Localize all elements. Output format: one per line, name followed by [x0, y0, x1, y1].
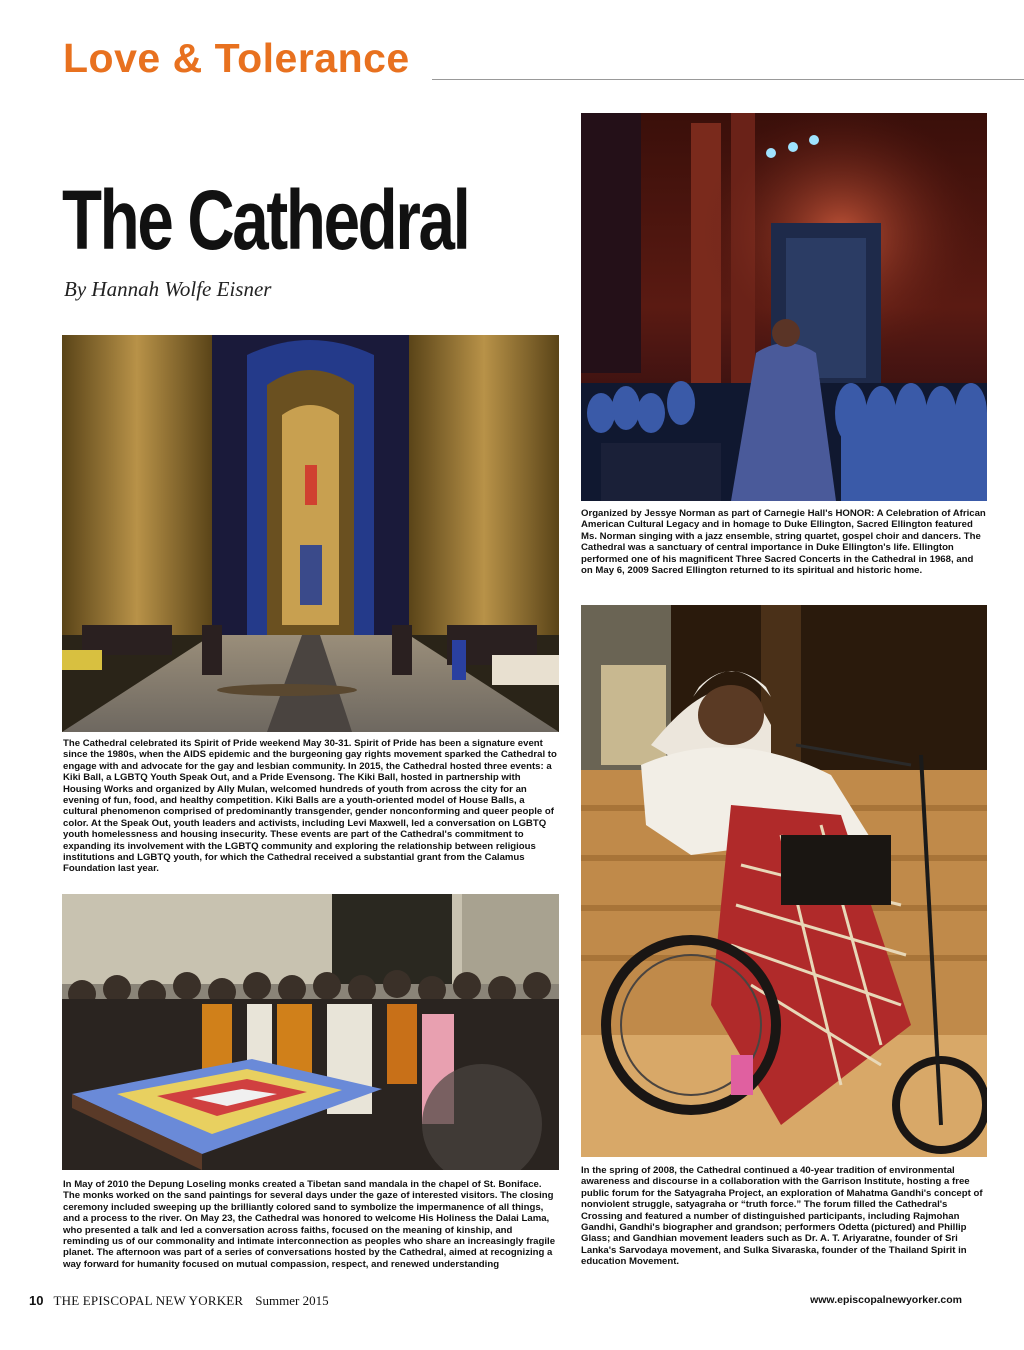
byline: By Hannah Wolfe Eisner — [64, 277, 272, 301]
caption-satyagraha: In the spring of 2008, the Cathedral continued a 40-year tradition of environmental awareness and discourse in a collaboration with the Garrison Institute, hosting a free public forum for the Satyagraha Project, an exploration of Mahatma Gandhi's concept of nonviolent struggle, satyagraha or “truth force.” The forum filled the Cathedral's Crossing and featured a number of distinguished participants, including Rajmohan Gandhi, Gandhi's biographer and grandson; performers Odetta (pictured) and Phillip Glass; and Gandhian movement leaders such as Dr. A. T. Ariyaratne, founder of Sri Lanka's Sarvodaya movement, and Sulka Sivaraska, founder of the Thailand Spirit in education Movement. — [581, 1165, 983, 1268]
page-number: 10 — [29, 1293, 44, 1308]
publication-name: THE EPISCOPAL NEW YORKER — [53, 1293, 244, 1308]
caption-sacred-ellington: Organized by Jessye Norman as part of Carnegie Hall's HONOR: A Celebration of African American Cultural Legacy and in homage to Duke Ellington, Sacred Ellington featured Ms. Norman singing with a jazz ensemble, string quartet, gospel choir and dancers. The Cathedral was a sanctuary of central importance in Duke Ellington's life. Ellington performed one of his magnificent Three Sacred Concerts in the Cathedral in 1968, and on May 6, 2009 Sacred Ellington returned to its spiritual and historic home. — [581, 508, 986, 577]
headline: The Cathedral — [62, 173, 469, 267]
caption-sand-mandala: In May of 2010 the Depung Loseling monks created a Tibetan sand mandala in the chapel of St. Boniface. The monks worked on the sand paintings for several days under the gaze of interested visitors. The closing ceremony included sweeping up the brilliantly colored sand to symbolize the impermanence of all things, and a process to the river. On May 23, the Cathedral was honored to welcome His Holiness the Dalai Lama, who presented a talk and led a conversation across faiths, focused on the meaning of kinship, and reminding us of our commonality and intimate interconnection as peoples who share an increasingly fragile planet. The afternoon was part of a series of conversations hosted by the Cathedral, aimed at recognizing a way forward for humanity focused on mutual compassion, respect, and renewed understanding — [63, 1179, 556, 1270]
photo-cathedral-nave — [62, 335, 559, 732]
issue-date: Summer 2015 — [255, 1293, 329, 1308]
photo-odetta — [581, 605, 987, 1157]
header-rule — [432, 79, 1024, 80]
photo-sacred-ellington — [581, 113, 987, 501]
section-title: Love & Tolerance — [63, 35, 410, 81]
website-link[interactable]: www.episcopalnewyorker.com — [810, 1294, 962, 1306]
footer-left — [29, 1293, 329, 1309]
photo-sand-mandala — [62, 894, 559, 1170]
caption-spirit-of-pride: The Cathedral celebrated its Spirit of Pride weekend May 30-31. Spirit of Pride has been a signature event since the 1980s, when the AIDS epidemic and the burgeoning gay rights movement sparked the Cathedral to engage with and advocate for the gay and lesbian community. In 2015, the Cathedral hosted three events: a Kiki Ball, a LGBTQ Youth Speak Out, and a Pride Evensong. The Kiki Ball, hosted in partnership with Housing Works and organized by Ally Mulan, welcomed hundreds of youth from across the city for an evening of fun, food, and healthy competition. Kiki Balls are a youth-oriented model of House Balls, a cultural phenomenon comprised of predominantly transgender, gender nonconforming and queer people of color. At the Speak Out, youth leaders and activists, including Levi Maxwell, led a conversation on LGBTQ youth homelessness and housing insecurity. These events are part of the Cathedral's commitment to expanding its involvement with the LGBTQ community and exploring the relationship between religious institutions and LGBTQ youth, for which the Cathedral received a substantial grant from the Calamus Foundation last year. — [63, 738, 557, 875]
